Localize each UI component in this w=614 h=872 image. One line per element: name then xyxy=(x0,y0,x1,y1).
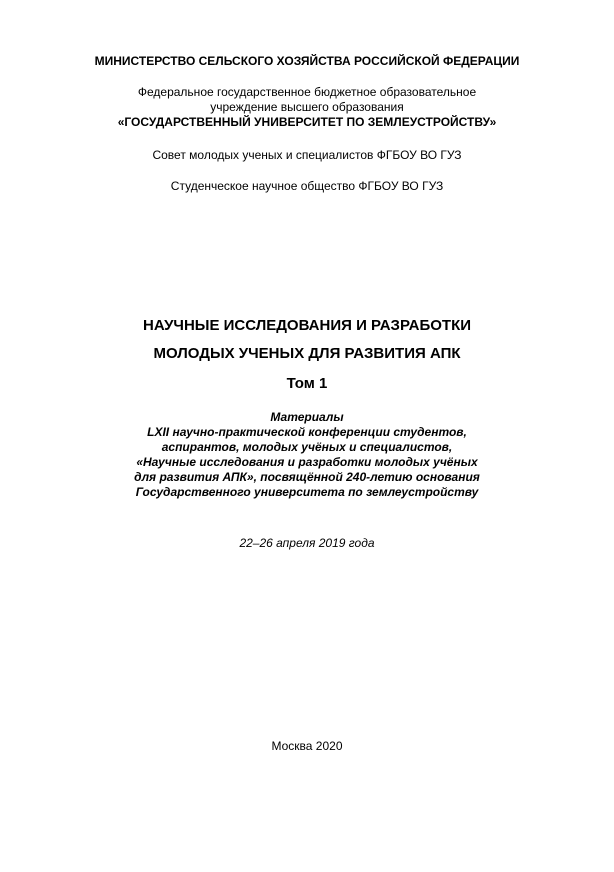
materials-line: LXII научно-практической конференции студентов, xyxy=(147,425,467,439)
volume-label: Том 1 xyxy=(286,375,328,392)
materials-line: Государственного университета по землеустройству xyxy=(135,485,479,499)
materials-line: Материалы xyxy=(270,410,344,424)
materials-line: аспирантов, молодых учёных и специалистов, xyxy=(161,440,453,454)
society-name: Студенческое научное общество ФГБОУ ВО ГУЗ xyxy=(170,179,444,193)
institution-line-1: Федеральное государственное бюджетное образовательное xyxy=(137,85,477,99)
conference-dates: 22–26 апреля 2019 года xyxy=(239,536,375,550)
materials-line: «Научные исследования и разработки молодых учёных xyxy=(136,455,478,469)
ministry-name: МИНИСТЕРСТВО СЕЛЬСКОГО ХОЗЯЙСТВА РОССИЙСКОЙ ФЕДЕРАЦИИ xyxy=(94,54,520,68)
document-title-line-1: НАУЧНЫЕ ИССЛЕДОВАНИЯ И РАЗРАБОТКИ xyxy=(142,317,472,334)
institution-line-2: учреждение высшего образования xyxy=(210,100,404,114)
materials-line: для развития АПК», посвящённой 240-летию основания xyxy=(134,470,480,484)
council-name: Совет молодых ученых и специалистов ФГБОУ ВО ГУЗ xyxy=(152,148,462,162)
city-year: Москва 2020 xyxy=(271,739,343,753)
institution-name: «ГОСУДАРСТВЕННЫЙ УНИВЕРСИТЕТ ПО ЗЕМЛЕУСТРОЙСТВУ» xyxy=(117,115,497,129)
document-title-line-2: МОЛОДЫХ УЧЕНЫХ ДЛЯ РАЗВИТИЯ АПК xyxy=(153,345,461,362)
